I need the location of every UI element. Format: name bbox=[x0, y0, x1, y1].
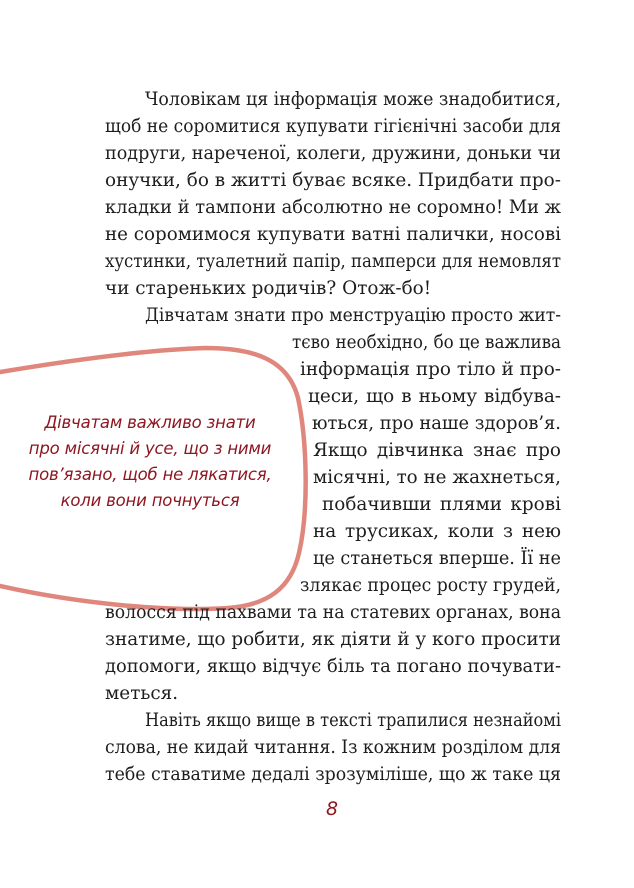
callout-line: Дівчатам важливо знати bbox=[44, 413, 256, 432]
text-line: кладки й тампони абсолютно не соромно! Ми ж bbox=[105, 197, 562, 218]
text-line: Якщо дівчинка знає про bbox=[313, 440, 561, 461]
text-line: допомоги, якщо відчує біль та погано почувати- bbox=[105, 656, 562, 677]
callout-line: пов’язано, щоб не лякатися, bbox=[28, 465, 272, 484]
text-line: Навіть якщо вище в тексті трапилися незнайомі bbox=[145, 710, 562, 731]
text-line: знатиме, що робити, як діяти й у кого просити bbox=[105, 629, 562, 650]
text-line: цеси, що в ньому відбува- bbox=[308, 386, 561, 407]
text-line: чи старенькиx родичів? Отож-бо! bbox=[105, 278, 432, 299]
text-line: тєво необхідно, бо це важлива bbox=[292, 332, 562, 353]
text-line: не соромимося купувати ватні палички, носові bbox=[105, 224, 561, 245]
page-number: 8 bbox=[325, 798, 339, 820]
text-line: тебе ставатиме дедалі зрозуміліше, що ж таке ця bbox=[105, 764, 562, 785]
text-line: місячні, то не жахнеться, bbox=[313, 467, 562, 488]
text-line: подруги, нареченої, колеги, дружини, доньки чи bbox=[105, 143, 562, 164]
text-line: інформація про тіло й про- bbox=[300, 359, 561, 380]
text-line: волосся під пахвами та на статевих органах, вона bbox=[105, 602, 562, 623]
text-line: побачивши плями крові bbox=[322, 494, 561, 515]
text-line: Чоловікам ця інформація може знадобитися, bbox=[145, 89, 561, 110]
callout-line: про місячні й усе, що з ними bbox=[28, 439, 272, 458]
callout-line: коли вони почнуться bbox=[60, 491, 240, 510]
text-line: хустинки, туалетний папір, памперси для немовлят bbox=[105, 251, 562, 272]
text-line: онучки, бо в житті буває всяке. Придбати про- bbox=[105, 170, 561, 191]
text-line: ються, про наше здоров’я. bbox=[312, 413, 561, 434]
text-line: слова, не кидай читання. Із кожним розділом для bbox=[105, 737, 562, 758]
text-line: щоб не соромитися купувати гігієнічні засоби для bbox=[105, 116, 561, 137]
text-line: злякає процес росту грудей, bbox=[300, 575, 562, 596]
text-line: Дівчатам знати про менструацію просто жит- bbox=[145, 305, 562, 326]
text-line: меться. bbox=[105, 683, 179, 704]
text-line: на трусиках, коли з нею bbox=[313, 521, 562, 542]
text-line: це станеться вперше. Її не bbox=[313, 548, 562, 569]
